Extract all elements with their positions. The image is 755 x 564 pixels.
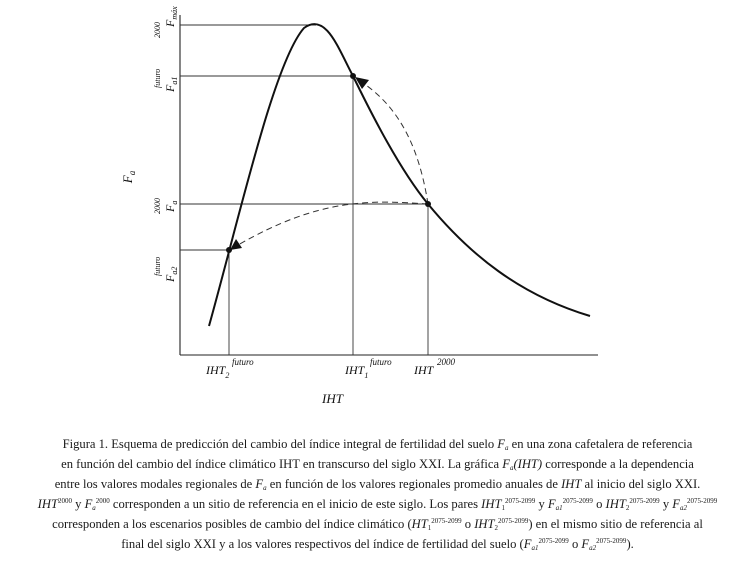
arrow-to-fa2: [238, 202, 428, 245]
caption-line-1: Figura 1. Esquema de predicción del cambio del índice integral de fertilidad del suelo $F_a$ en una zona cafetalera de referencia: [62, 437, 693, 452]
caption-line-3: entre los valores modales regionales de $F_a$ en función de los valores regionales promedio anuales de IHT al inicio del siglo XXI.: [54, 477, 701, 492]
ytick-fa2-sup: futuro: [153, 256, 162, 276]
ytick-fa2000-sup: 2000: [153, 198, 162, 214]
caption-line-2: en función del cambio del índice climático IHT en transcurso del siglo XXI. La gráfica $F_a(IHT)$ corresponde a la dependencia: [61, 457, 694, 472]
xtick-iht2000: IHT: [414, 363, 434, 377]
xtick-iht2000-sup: 2000: [437, 357, 455, 367]
ytick-fmax: $F_{máx}$: [163, 6, 179, 27]
xtick-iht1-sup: futuro: [370, 357, 392, 367]
ytick-fa2000: $F_a$: [163, 200, 179, 212]
xtick-iht2: $IHT_2$: [206, 363, 230, 380]
ytick-fa1: $F_{a1}$: [163, 76, 179, 92]
ytick-fmax-sup: 2000: [153, 22, 162, 38]
caption-line-6: final del siglo XXI y a los valores respectivos del índice de fertilidad del suelo ($F_{a1}^{2075-2099}$ o $F_{a2}^{2075-2099}$).: [121, 537, 634, 552]
ytick-fa1-sup: futuro: [153, 68, 162, 88]
y-axis-label: $F_a$: [120, 170, 137, 184]
caption-line-5: corresponden a los escenarios posibles de cambio del índice climático ($HT_1^{2075-2099}$ o $IHT_2^{2075-2099}$) en el mismo sitio de referencia al: [52, 517, 703, 532]
point-fa2000: [425, 201, 431, 207]
xtick-iht1: $IHT_1$: [345, 363, 369, 380]
x-axis-label: IHT: [322, 391, 343, 406]
point-fa2: [226, 247, 232, 253]
arrow-to-fa1: [363, 83, 428, 204]
ytick-fa2: $F_{a2}$: [163, 266, 179, 282]
fa-curve: [209, 24, 590, 326]
xtick-iht2-sup: futuro: [232, 357, 254, 367]
caption-line-4: $IHT^{2000}$ y $F_a^{2000}$ corresponden a un sitio de referencia en el inicio de este siglo. Los pares $IHT_1^{2075-2099}$ y $F_{a1}^{2075-2099}$ o $IHT_2^{2075-2099}$ y $F_{a2}^{2075-2099}$: [37, 497, 718, 512]
point-fa1: [350, 73, 356, 79]
figure-caption: [6, 434, 749, 554]
